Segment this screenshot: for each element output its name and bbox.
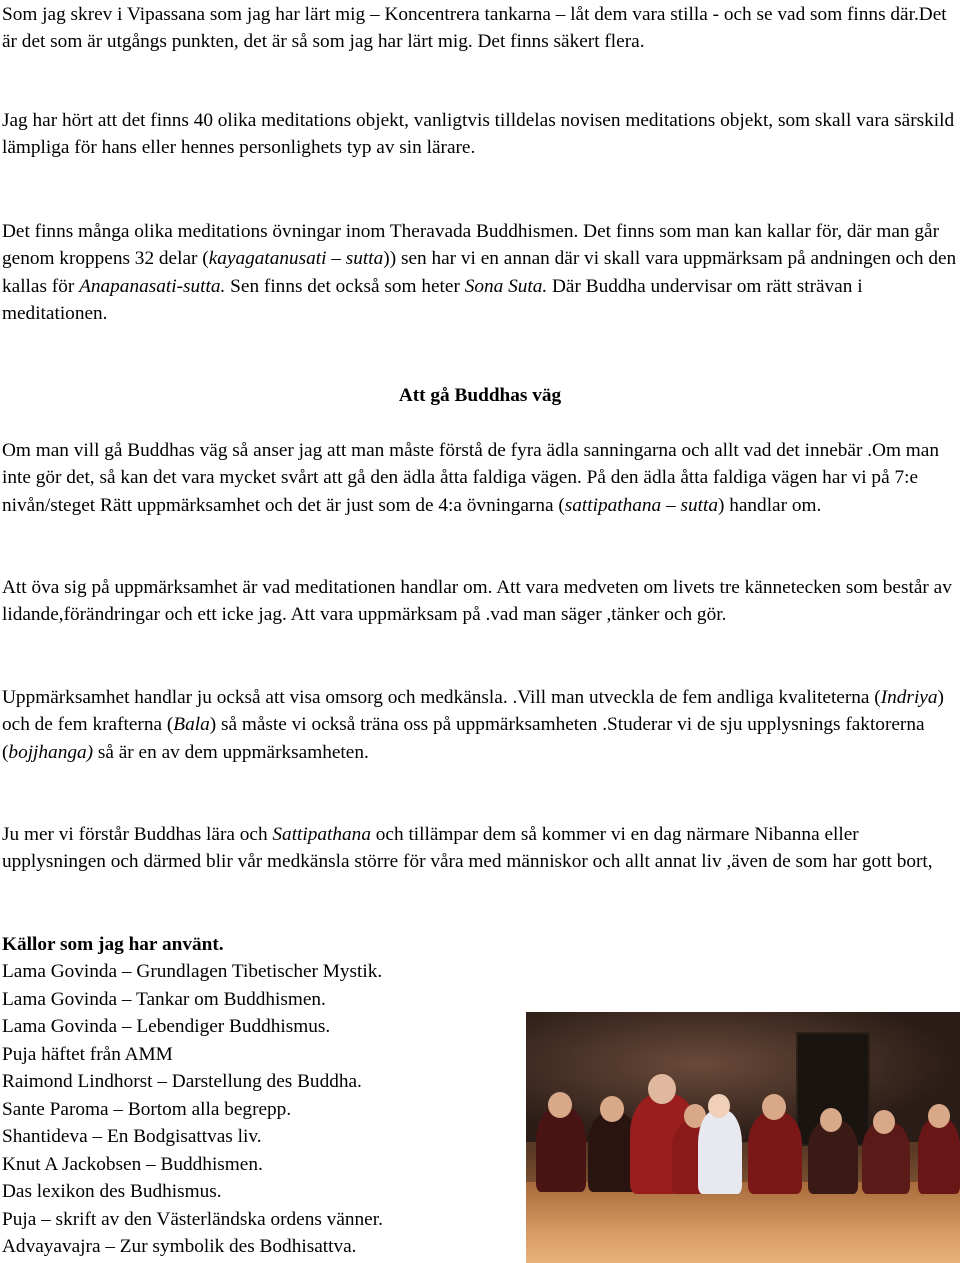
group-photo	[526, 1012, 960, 1263]
paragraph-nibbana: Ju mer vi förstår Buddhas lära och Sattipathana och tillämpar dem så kommer vi en dag närmare Nibanna eller upplysningen och därmed blir vår medkänsla större för våra med människor och allt annat liv ,även de som har gott bort,	[2, 824, 933, 873]
photo-person	[698, 1110, 742, 1194]
source-item: Das lexikon des Budhismus.	[2, 1181, 222, 1202]
section-heading: Att gå Buddhas väg	[398, 385, 562, 406]
source-item: Shantideva – En Bodgisattvas liv.	[2, 1126, 262, 1147]
paragraph-meditation-objects: Jag har hört att det finns 40 olika meditations objekt, vanligtvis tilldelas novisen meditations objekt, som skall vara särskild lämpliga för hans eller hennes personlighets typ av sin lärare.	[2, 110, 955, 159]
photo-floor	[526, 1182, 960, 1263]
paragraph-compassion: Uppmärksamhet handlar ju också att visa omsorg och medkänsla. .Vill man utveckla de fem andliga kvaliteterna (Indriya) och de fem krafterna (Bala) så måste vi också träna oss på uppmärksamheten .Studerar vi de sju upplysnings faktorerna (bojjhanga) så är en av dem uppmärksamheten.	[2, 687, 944, 763]
sources-heading: Källor som jag har använt.	[2, 934, 224, 955]
photo-head	[762, 1094, 786, 1120]
paragraph-buddhas-path: Om man vill gå Buddhas väg så anser jag att man måste förstå de fyra ädla sanningarna och allt vad det innebär .Om man inte gör det, så kan det vara mycket svårt att gå den ädla åtta faldiga vägen. På den ädla åtta faldiga vägen har vi på 7:e nivån/steget Rätt uppmärksamhet och det är just som de 4:a övningarna (sattipathana – sutta) handlar om.	[2, 440, 939, 516]
source-item: Puja häftet från AMM	[2, 1043, 173, 1065]
photo-head	[820, 1108, 842, 1132]
photo-head	[600, 1096, 624, 1122]
photo-person	[748, 1112, 802, 1194]
paragraph-mindfulness: Att öva sig på uppmärksamhet är vad meditationen handlar om. Att vara medveten om livets tre kännetecken som består av lidande,förändringar och ett icke jag. Att vara uppmärksam på .vad man säger ,tänker och gör.	[2, 577, 952, 626]
photo-person	[918, 1118, 960, 1194]
paragraph-theravada: Det finns många olika meditations övningar inom Theravada Buddhismen. Det finns som man kan kallar för, där man går genom kroppens 32 delar (kayagatanusati – sutta)) sen har vi en annan där vi skall vara uppmärksam på andningen och den kallas för Anapanasati-sutta. Sen finns det också som heter Sona Suta. Där Buddha undervisar om rätt strävan i meditationen.	[2, 221, 957, 325]
source-item: Sante Paroma – Bortom alla begrepp.	[2, 1098, 292, 1120]
paragraph-vipassana: Som jag skrev i Vipassana som jag har lärt mig – Koncentrera tankarna – låt dem vara stilla - och se vad som finns där.Det är det som är utgångs punkten, det är så som jag har lärt mig. Det finns säkert flera.	[2, 4, 947, 53]
photo-head	[548, 1092, 572, 1118]
source-item: Lama Govinda – Lebendiger Buddhismus.	[2, 1016, 331, 1037]
photo-head	[928, 1104, 950, 1128]
sources-list	[2, 958, 383, 1261]
source-item: Puja – skrift av den Västerländska ordens vänner.	[2, 1208, 383, 1230]
source-item: Raimond Lindhorst – Darstellung des Buddha.	[2, 1071, 362, 1092]
source-item: Lama Govinda – Tankar om Buddhismen.	[2, 988, 326, 1010]
photo-head	[648, 1074, 676, 1104]
source-item: Knut A Jackobsen – Buddhismen.	[2, 1153, 263, 1175]
photo-head	[873, 1110, 895, 1134]
photo-head	[708, 1094, 730, 1118]
photo-person	[536, 1107, 586, 1192]
source-item: Advayavajra – Zur symbolik des Bodhisattva.	[2, 1236, 357, 1257]
source-item: Lama Govinda – Grundlagen Tibetischer Mystik.	[2, 961, 383, 982]
